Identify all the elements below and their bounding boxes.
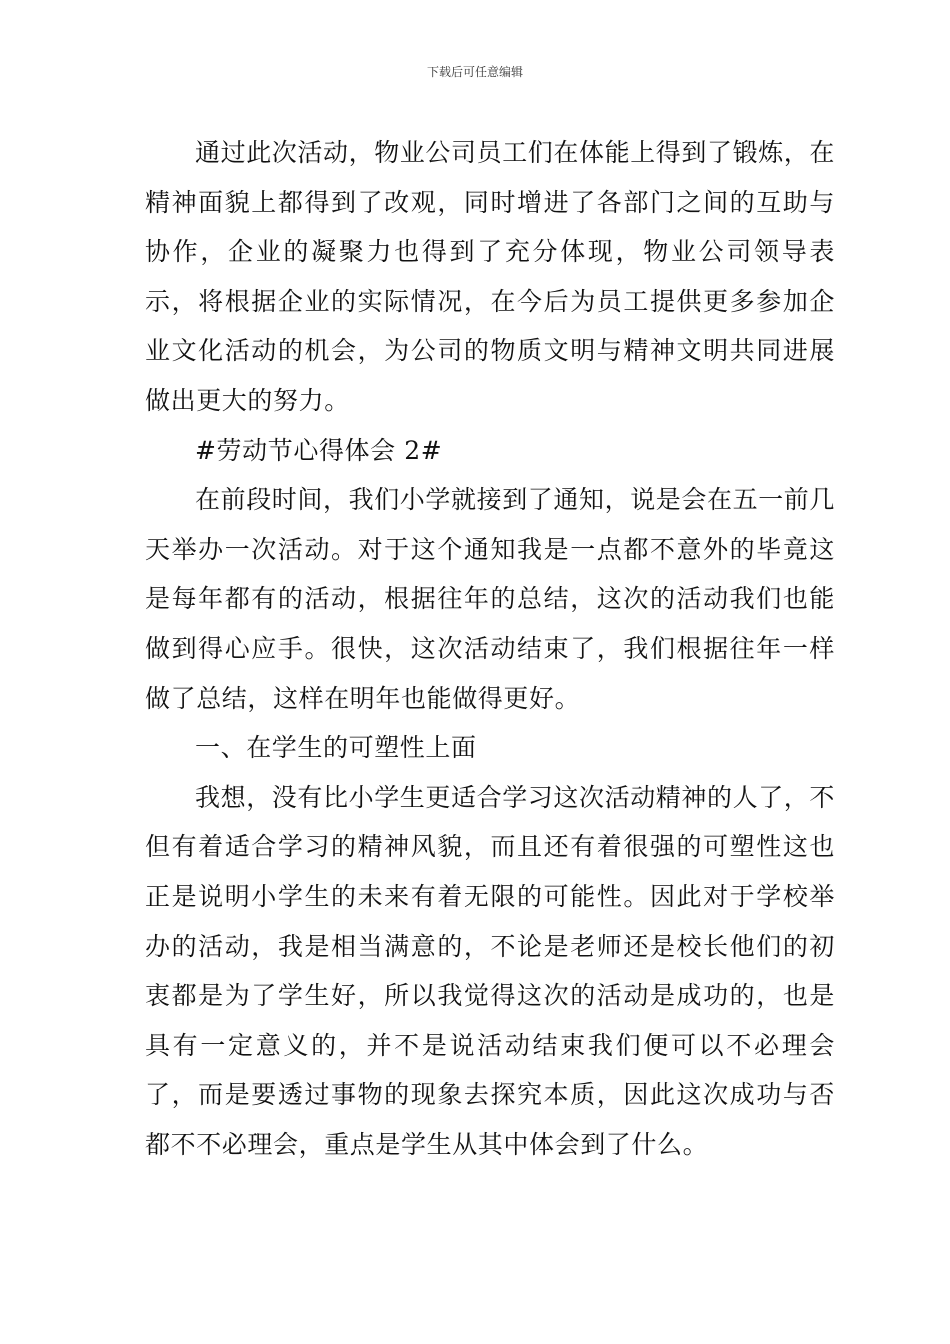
document-body (145, 128, 835, 1169)
subheading-plasticity: 一、在学生的可塑性上面 (195, 733, 477, 763)
page-header: 下载后可任意编辑 (426, 65, 523, 79)
paragraph-activity-summary: 通过此次活动，物业公司员工们在体能上得到了锻炼，在精神面貌上都得到了改观，同时增进了各部门之间的互助与协作，企业的凝聚力也得到了充分体现，物业公司领导表示，将根据企业的实际情况，在今后为员工提供更多参加企业文化活动的机会，为公司的物质文明与精神文明共同进展做出更大的努力。 (145, 138, 836, 415)
section-heading-labor-day: #劳动节心得体会 2# (195, 435, 443, 465)
paragraph-student-potential: 我想，没有比小学生更适合学习这次活动精神的人了，不但有着适合学习的精神风貌，而且还有着很强的可塑性这也正是说明小学生的未来有着无限的可能性。因此对于学校举办的活动，我是相当满意的，不论是老师还是校长他们的初衷都是为了学生好，所以我觉得这次的活动是成功的，也是具有一定意义的，并不是说活动结束我们便可以不必理会了，而是要透过事物的现象去探究本质，因此这次成功与否都不不必理会，重点是学生从其中体会到了什么。 (145, 782, 836, 1159)
paragraph-school-notice: 在前段时间，我们小学就接到了通知，说是会在五一前几天举办一次活动。对于这个通知我是一点都不意外的毕竟这是每年都有的活动，根据往年的总结，这次的活动我们也能做到得心应手。很快，这次活动结束了，我们根据往年一样做了总结，这样在明年也能做得更好。 (145, 485, 836, 713)
